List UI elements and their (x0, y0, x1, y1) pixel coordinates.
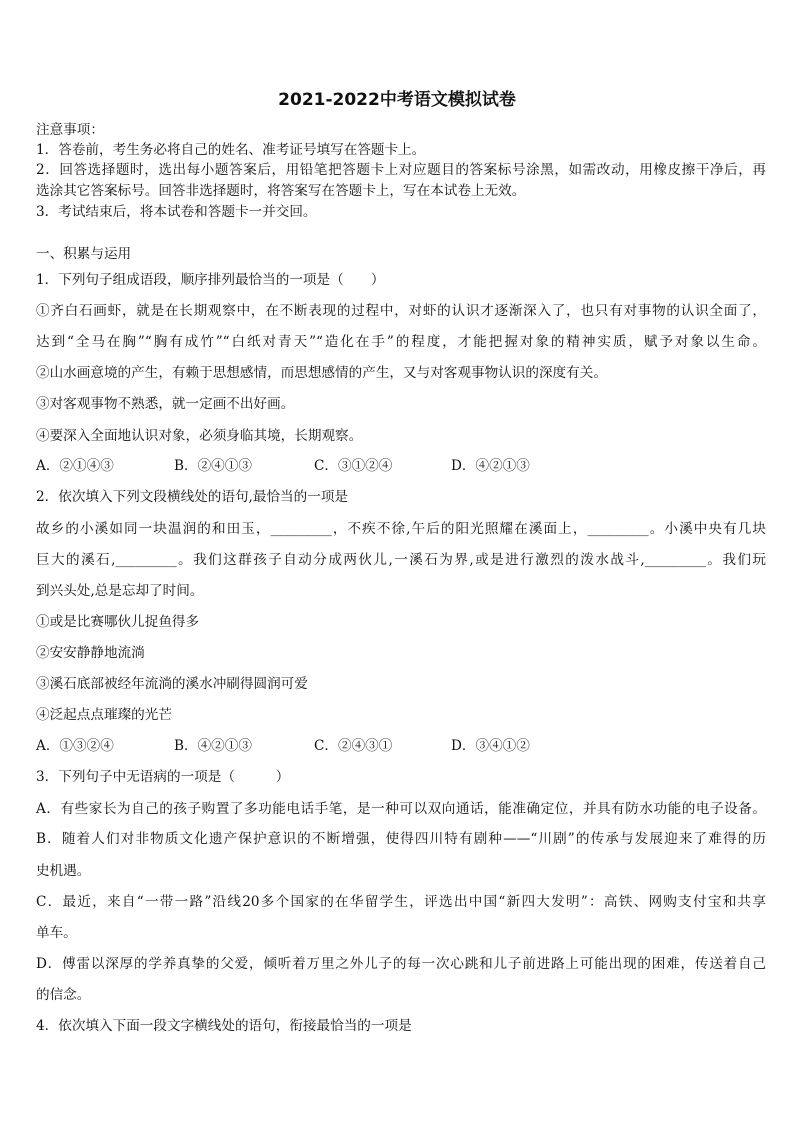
question-1-sentence-4: ④要深入全面地认识对象，必须身临其境，长期观察。 (36, 428, 363, 444)
notice-item-3: 3．考试结束后，将本试卷和答题卡一并交回。 (36, 204, 317, 220)
question-3-option-c-line-2: 单车。 (36, 925, 77, 941)
question-3-option-c-line-1: C．最近，来自“一带一路”沿线20多个国家的在华留学生，评选出中国“新四大发明”：高铁、网购支付宝和共享 (36, 894, 766, 910)
question-1-sentence-1-line-1: ①齐白石画虾，就是在长期观察中，在不断表现的过程中，对虾的认识才逐渐深入了，也只有对事物的认识全面了， (36, 303, 766, 319)
question-2-sentence-3: ③溪石底部被经年流淌的溪水冲刷得圆润可爱 (36, 676, 308, 692)
question-1-option-b: B．②④①③ (174, 458, 252, 474)
question-2-passage-line-1: 故乡的小溪如同一块温润的和田玉，_________，不疾不徐,午后的阳光照耀在溪面上，_________。小溪中央有几块 (36, 521, 766, 537)
question-1-sentence-2: ②山水画意境的产生，有赖于思想感情，而思想感情的产生，又与对客观事物认识的深度有关。 (36, 365, 607, 381)
question-2-option-b: B．④②①③ (174, 738, 252, 754)
question-1-sentence-1-line-2: 达到“全马在胸”“胸有成竹”“白纸对青天”“造化在手”的程度，才能把握对象的精神实质，赋予对象以生命。 (36, 334, 766, 350)
notice-item-2-line-1: 2．回答选择题时，选出每小题答案后，用铅笔把答题卡上对应题目的答案标号涂黑，如需改动，用橡皮擦干净后，再 (36, 162, 766, 178)
question-3-option-b-line-2: 史机遇。 (36, 863, 91, 879)
question-2-option-a: A．①③②④ (36, 738, 114, 754)
question-1-option-d: D．④②①③ (451, 458, 530, 474)
question-2-option-d: D．③④①② (451, 738, 530, 754)
exam-title: 2021-2022中考语文模拟试卷 (278, 90, 516, 110)
question-2-passage-line-2: 巨大的溪石,_________。我们这群孩子自动分成两伙儿,一溪石为界,或是进行激烈的泼水战斗,_________。我们玩 (36, 552, 766, 568)
notice-item-2-line-2: 选涂其它答案标号。回答非选择题时，将答案写在答题卡上，写在本试卷上无效。 (36, 183, 526, 199)
question-3-stem: 3．下列句子中无语病的一项是（ ） (36, 769, 290, 785)
question-1-option-a: A．②①④③ (36, 458, 114, 474)
question-3-option-b-line-1: B．随着人们对非物质文化遗产保护意识的不断增强，使得四川特有剧种——“川剧”的传承与发展迎来了难得的历 (36, 831, 766, 847)
question-1-sentence-3: ③对客观事物不熟悉，就一定画不出好画。 (36, 396, 295, 412)
question-4-stem: 4．依次填入下面一段文字横线处的语句，衔接最恰当的一项是 (36, 1018, 412, 1034)
question-2-sentence-1: ①或是比赛哪伙儿捉鱼得多 (36, 614, 200, 630)
notice-item-1: 1．答卷前，考生务必将自己的姓名、准考证号填写在答题卡上。 (36, 142, 426, 158)
question-3-option-a: A．有些家长为自己的孩子购置了多功能电话手笔，是一种可以双向通话，能准确定位，并具有防水功能的电子设备。 (36, 801, 766, 817)
question-1-stem: 1．下列句子组成语段，顺序排列最恰当的一项是（ ） (36, 272, 385, 288)
question-2-stem: 2．依次填入下列文段横线处的语句,最恰当的一项是 (36, 489, 349, 505)
section-heading: 一、积累与运用 (36, 246, 132, 262)
question-2-option-c: C．②④③① (314, 738, 393, 754)
question-2-passage-line-3: 到兴头处,总是忘却了时间。 (36, 583, 204, 599)
question-2-sentence-4: ④泛起点点璀璨的光芒 (36, 707, 172, 723)
question-3-option-d-line-2: 的信念。 (36, 987, 91, 1003)
question-1-option-c: C．③①②④ (314, 458, 393, 474)
notice-heading: 注意事项： (36, 122, 104, 138)
question-3-option-d-line-1: D．傅雷以深厚的学养真挚的父爱，倾听着万里之外儿子的每一次心跳和儿子前进路上可能出现的困难，传送着自己 (36, 956, 766, 972)
question-2-sentence-2: ②安安静静地流淌 (36, 645, 145, 661)
